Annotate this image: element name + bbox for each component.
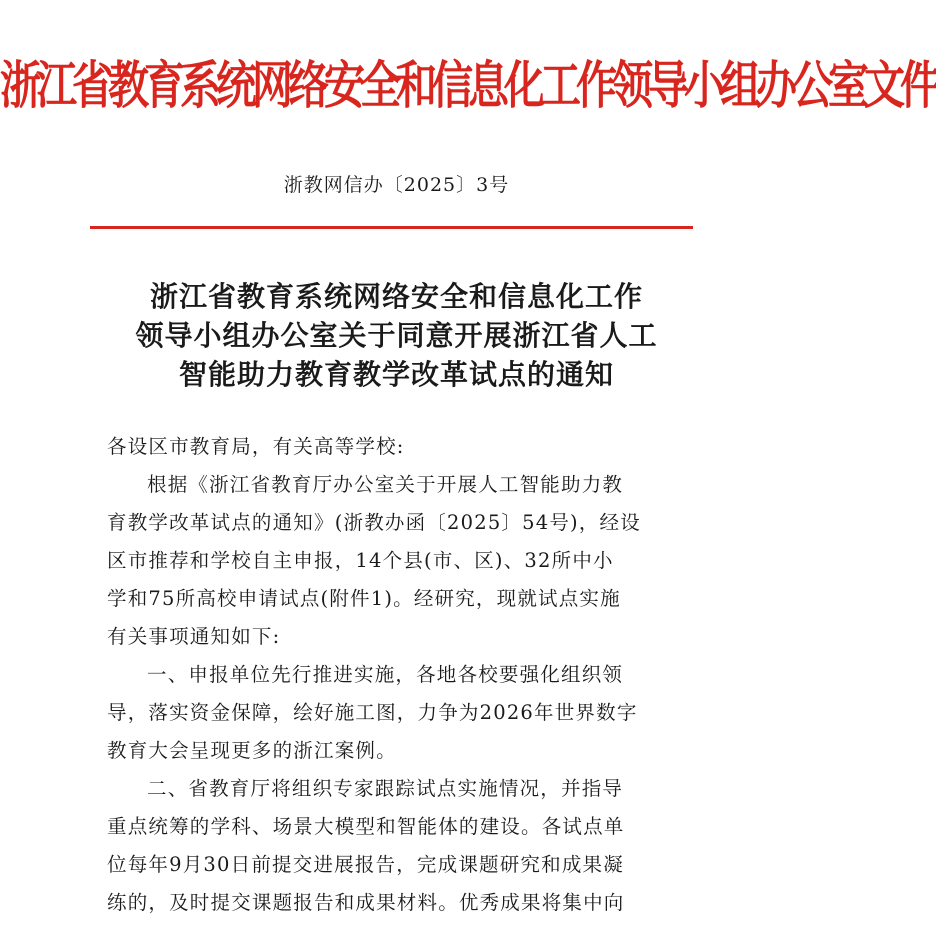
body-line: 位每年9月30日前提交进展报告，完成课题研究和成果凝: [107, 853, 624, 876]
title-line: 浙江省教育系统网络安全和信息化工作: [149, 280, 643, 313]
body-line: 练的，及时提交课题报告和成果材料。优秀成果将集中向: [107, 891, 625, 914]
red-divider-line: [90, 226, 693, 229]
body-line: 有关事项通知如下:: [107, 625, 281, 648]
notice-body: [107, 428, 697, 922]
body-line: 育教学改革试点的通知》(浙教办函〔2025〕54号)，经设: [107, 511, 641, 534]
body-line: 一、申报单位先行推进实施，各地各校要强化组织领: [147, 663, 624, 686]
document-number: 浙教网信办〔2025〕3号: [283, 174, 510, 196]
body-line: 二、省教育厅将组织专家跟踪试点实施情况，并指导: [147, 777, 624, 800]
issuer-header-title: 浙江省教育系统网络安全和信息化工作领导小组办公室文件: [0, 55, 936, 116]
title-line: 智能助力教育教学改革试点的通知: [178, 358, 614, 391]
body-line: 学和75所高校申请试点(附件1)。经研究，现就试点实施: [107, 587, 621, 610]
body-line: 根据《浙江省教育厅办公室关于开展人工智能助力教: [147, 473, 624, 496]
notice-title: [0, 277, 793, 394]
body-line: 区市推荐和学校自主申报，14个县(市、区)、32所中小: [107, 549, 614, 572]
body-line: 导，落实资金保障，绘好施工图，力争为2026年世界数字: [107, 701, 638, 724]
title-line: 领导小组办公室关于同意开展浙江省人工: [135, 319, 658, 352]
body-line: 教育大会呈现更多的浙江案例。: [107, 739, 397, 762]
body-line: 重点统筹的学科、场景大模型和智能体的建设。各试点单: [107, 815, 625, 838]
salutation: 各设区市教育局，有关高等学校:: [107, 435, 405, 458]
